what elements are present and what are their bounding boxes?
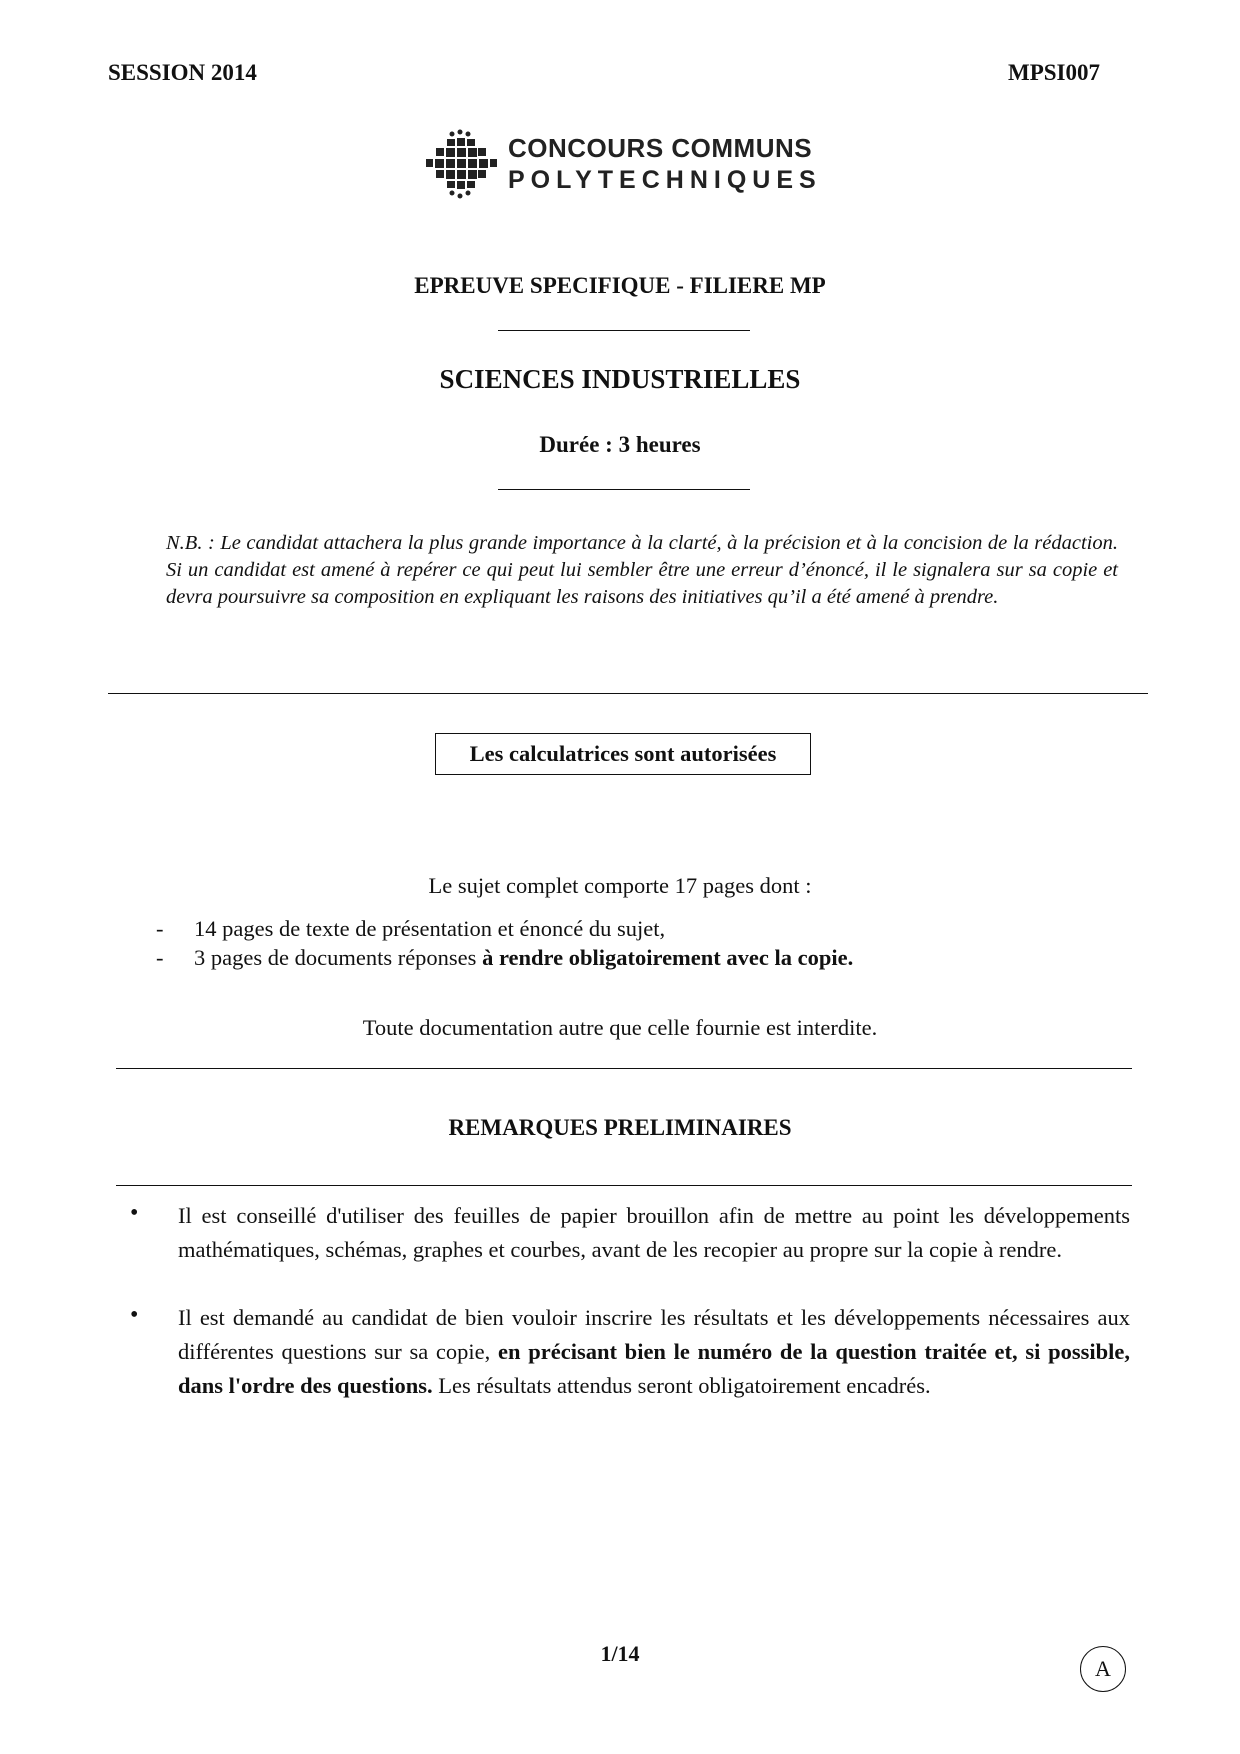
variant-letter: A: [1095, 1656, 1111, 1681]
horizontal-rule: [116, 1185, 1132, 1186]
subject-title: SCIENCES INDUSTRIELLES: [439, 364, 801, 394]
remark-text: Les résultats attendus seront obligatoirement encadrés.: [432, 1373, 931, 1398]
list-item-text: [194, 945, 853, 971]
bullet-icon: •: [130, 1200, 139, 1226]
list-item-text-bold: à rendre obligatoirement avec la copie.: [482, 945, 854, 970]
exam-code: MPSI007: [1008, 60, 1100, 85]
duration: Durée : 3 heures: [539, 432, 701, 457]
separator-line: [498, 489, 750, 490]
remark-paragraph-1: Il est conseillé d'utiliser des feuilles de papier brouillon afin de mettre au point les développements mathématiques, schémas, graphes et courbes, avant de les recopier au propre sur la copie à rendre.: [178, 1203, 1130, 1262]
remark-text-bold: en précisant bien le numéro de la question traitée et, si possible, dans l'ordre des questions.: [178, 1339, 1130, 1398]
nb-notice: N.B. : Le candidat attachera la plus grande importance à la clarté, à la précision et à la concision de la rédaction. Si un candidat est amené à repérer ce qui peut lui sembler être une erreur d’énoncé, il le signalera sur sa copie et devra poursuivre sa composition en expliquant les raisons des initiatives qu’il a été amené à prendre.: [166, 532, 1118, 608]
separator-line: [498, 330, 750, 331]
calculators-notice: [435, 733, 811, 775]
list-dash: -: [156, 945, 164, 970]
page-number: 1/14: [600, 1641, 640, 1666]
remarks-title: REMARQUES PRELIMINAIRES: [448, 1115, 792, 1140]
variant-badge: [1080, 1646, 1126, 1692]
subject-intro: Le sujet complet comporte 17 pages dont :: [428, 873, 812, 898]
epreuve-title: EPREUVE SPECIFIQUE - FILIERE MP: [414, 273, 826, 298]
list-item-text-normal: 3 pages de documents réponses: [194, 945, 483, 970]
list-item-text: 14 pages de texte de présentation et énoncé du sujet,: [194, 916, 666, 941]
session-label: SESSION 2014: [108, 60, 257, 85]
calculators-notice-text: Les calculatrices sont autorisées: [469, 741, 777, 766]
logo-line-1: CONCOURS COMMUNS: [508, 133, 813, 163]
remark-paragraph-2: [178, 1301, 1130, 1403]
horizontal-rule: [116, 1068, 1132, 1069]
logo-text: [508, 132, 822, 196]
logo-line-2: POLYTECHNIQUES: [508, 166, 822, 194]
horizontal-rule: [108, 693, 1148, 694]
documentation-notice: Toute documentation autre que celle fournie est interdite.: [362, 1015, 878, 1040]
bullet-icon: •: [130, 1302, 139, 1328]
remark-text: Il est demandé au candidat de bien vouloir inscrire les résultats et les développements nécessaires aux différentes questions sur sa copie,: [178, 1305, 1130, 1364]
list-dash: -: [156, 916, 164, 941]
